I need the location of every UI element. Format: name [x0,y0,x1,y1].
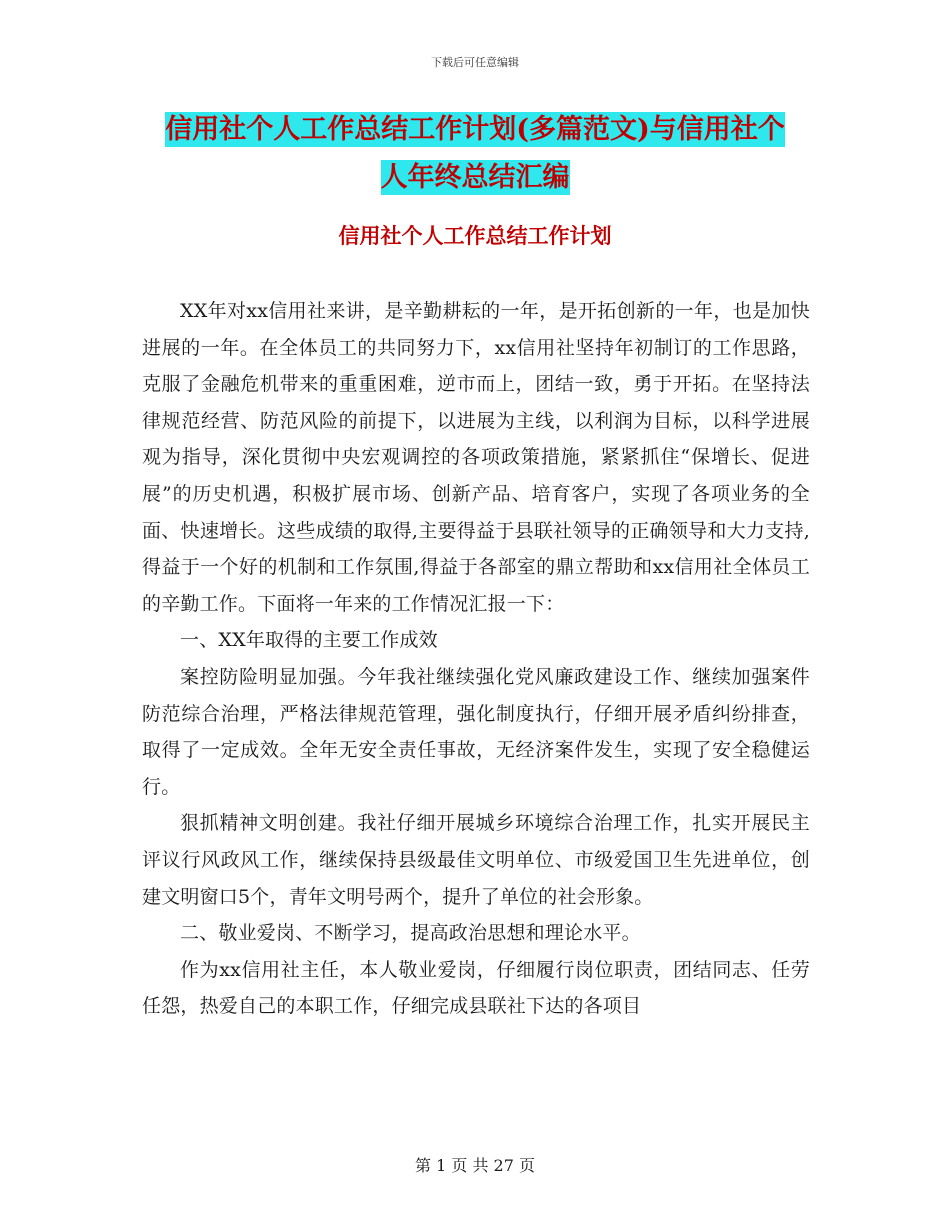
section-title: 信用社个人工作总结工作计划 [338,223,612,248]
body-text [142,293,810,1025]
paragraph-heading: 一、XX年取得的主要工作成效 [180,629,438,652]
document-title-line1: 信用社个人工作总结工作计划(多篇范文)与信用社个 [165,114,785,145]
document-title-line2: 人年终总结汇编 [380,162,570,193]
paragraph: XX年对xx信用社来讲，是辛勤耕耘的一年，是开拓创新的一年，也是加快进展的一年。在全体员工的共同努力下，xx信用社坚持年初制订的工作思路，克服了金融危机带来的重重困难，逆市而上，团结一致，勇于开拓。在坚持法律规范经营、防范风险的前提下，以进展为主线，以利润为目标，以科学进展观为指导，深化贯彻中央宏观调控的各项政策措施，紧紧抓住“保增长、促进展”的历史机遇，积极扩展市场、创新产品、培育客户，实现了各项业务的全面、快速增长。这些成绩的取得,主要得益于县联社领导的正确领导和大力支持,得益于一个好的机制和工作氛围,得益于各部室的鼎立帮助和xx信用社全体员工的辛勤工作。下面将一年来的工作情况汇报一下： [142,300,810,615]
page-footer: 第 1 页 共 27 页 [415,1156,535,1175]
paragraph: 狠抓精神文明创建。我社仔细开展城乡环境综合治理工作，扎实开展民主评议行风政风工作，继续保持县级最佳文明单位、市级爱国卫生先进单位，创建文明窗口5个，青年文明号两个，提升了单位的社会形象。 [142,812,810,908]
paragraph: 作为xx信用社主任，本人敬业爱岗，仔细履行岗位职责，团结同志、任劳任怨，热爱自己的本职工作，仔细完成县联社下达的各项目 [142,958,810,1018]
header-note: 下载后可任意编辑 [431,56,519,69]
paragraph: 案控防险明显加强。今年我社继续强化党风廉政建设工作、继续加强案件防范综合治理，严格法律规范管理，强化制度执行，仔细开展矛盾纠纷排查，取得了一定成效。全年无安全责任事故，无经济案件发生，实现了安全稳健运行。 [142,665,810,798]
document-title [140,106,810,202]
paragraph-heading: 二、敬业爱岗、不断学习，提高政治思想和理论水平。 [180,922,641,945]
